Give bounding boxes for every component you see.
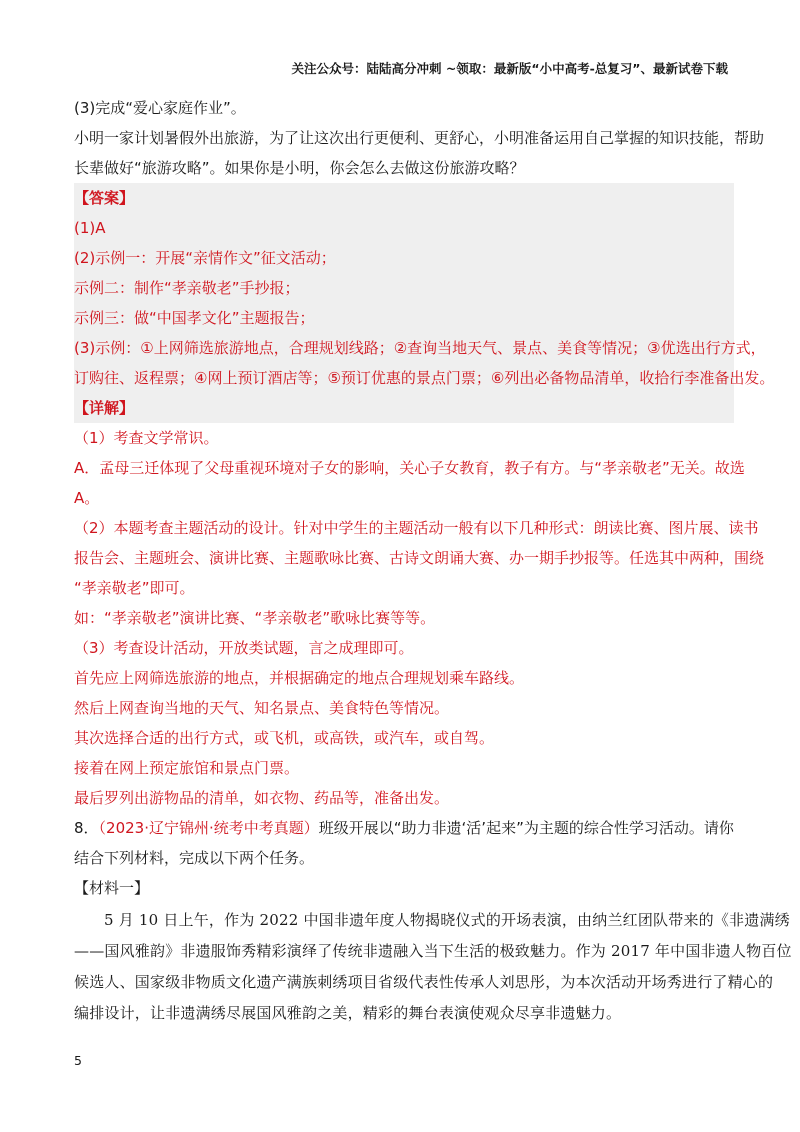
material1-text [74, 905, 792, 1029]
detail-line: 接着在网上预定旅馆和景点门票。 [74, 759, 300, 777]
answer-line: 订购往、返程票；④网上预订酒店等；⑤预订优惠的景点门票；⑥列出必备物品清单，收拾行李准备出发。 [74, 369, 775, 387]
page-header: 关注公众号：陆陆高分冲刺 ~领取：最新版“小中高考-总复习”、最新试卷下载 [291, 61, 728, 76]
answer-line: (3)示例：①上网筛选旅游地点，合理规划线路；②查询当地天气、景点、美食等情况；③优选出行方式， [74, 339, 766, 357]
detail-line: 最后罗列出游物品的清单，如衣物、药品等，准备出发。 [74, 789, 450, 807]
material1-line: ——国风雅韵》非遗服饰秀精彩演绎了传统非遗融入当下生活的极致魅力。作为 2017 年中国非遗人物百位 [74, 942, 792, 960]
answer-label: 【答案】 [74, 189, 135, 207]
question8-source: （2023·辽宁锦州·统考中考真题） [98, 819, 319, 837]
question8-text: 班级开展以“助力非遗‘活’起来”为主题的综合性学习活动。请你 [318, 819, 734, 837]
detail-line: 其次选择合适的出行方式，或飞机，或高铁，或汽车，或自驾。 [74, 729, 495, 747]
material1-label: 【材料一】 [74, 879, 150, 897]
question8-line-1 [74, 813, 734, 843]
question3-body-1: 小明一家计划暑假外出旅游，为了让这次出行更便利、更舒心，小明准备运用自己掌握的知识技能，帮助 [74, 129, 765, 147]
answer-line: (1)A [74, 219, 106, 237]
detail-line: 如：“孝亲敬老”演讲比赛、“孝亲敬老”歌咏比赛等等。 [74, 609, 436, 627]
answer-section [74, 183, 775, 423]
detail-line: “孝亲敬老”即可。 [74, 579, 195, 597]
material1-line: 候选人、国家级非物质文化遗产满族刺绣项目省级代表性传承人刘思彤，为本次活动开场秀进行了精心的 [74, 973, 774, 991]
answer-line: 示例二：制作“孝亲敬老”手抄报； [74, 279, 300, 297]
detail-line: 报告会、主题班会、演讲比赛、主题歌咏比赛、古诗文朗诵大赛、办一期手抄报等。任选其中两种，围绕 [74, 549, 765, 567]
question8-number: 8． [74, 819, 99, 837]
detail-line: A。 [74, 489, 100, 507]
detail-line: 然后上网查询当地的天气、知名景点、美食特色等情况。 [74, 699, 450, 717]
page-content [74, 93, 792, 1029]
detail-line: （3）考查设计活动，开放类试题，言之成理即可。 [74, 639, 414, 657]
answer-line: (2)示例一：开展“亲情作文”征文活动； [74, 249, 336, 267]
question3-title: (3)完成“爱心家庭作业”。 [74, 99, 246, 117]
question3-body-2: 长辈做好“旅游攻略”。如果你是小明，你会怎么去做这份旅游攻略？ [74, 159, 525, 177]
answer-line: 示例三：做“中国孝文化”主题报告； [74, 309, 315, 327]
detail-line: （2）本题考查主题活动的设计。针对中学生的主题活动一般有以下几种形式：朗读比赛、图片展、读书 [74, 519, 759, 537]
detail-section [74, 423, 765, 813]
detail-line: A．孟母三迁体现了父母重视环境对子女的影响，关心子女教育，教子有方。与“孝亲敬老”无关。故选 [74, 459, 745, 477]
question8-line-2: 结合下列材料，完成以下两个任务。 [74, 849, 315, 867]
detail-line: 首先应上网筛选旅游的地点，并根据确定的地点合理规划乘车路线。 [74, 669, 525, 687]
detail-line: （1）考查文学常识。 [74, 429, 219, 447]
material1-line: 5 月 10 日上午，作为 2022 中国非遗年度人物揭晓仪式的开场表演，由纳兰红团队带来的《非遗满绣 [104, 911, 790, 929]
page-number: 5 [74, 1053, 82, 1068]
detail-label: 【详解】 [74, 399, 135, 417]
material1-line: 编排设计，让非遗满绣尽展国风雅韵之美，精彩的舞台表演使观众尽享非遗魅力。 [74, 1004, 622, 1022]
